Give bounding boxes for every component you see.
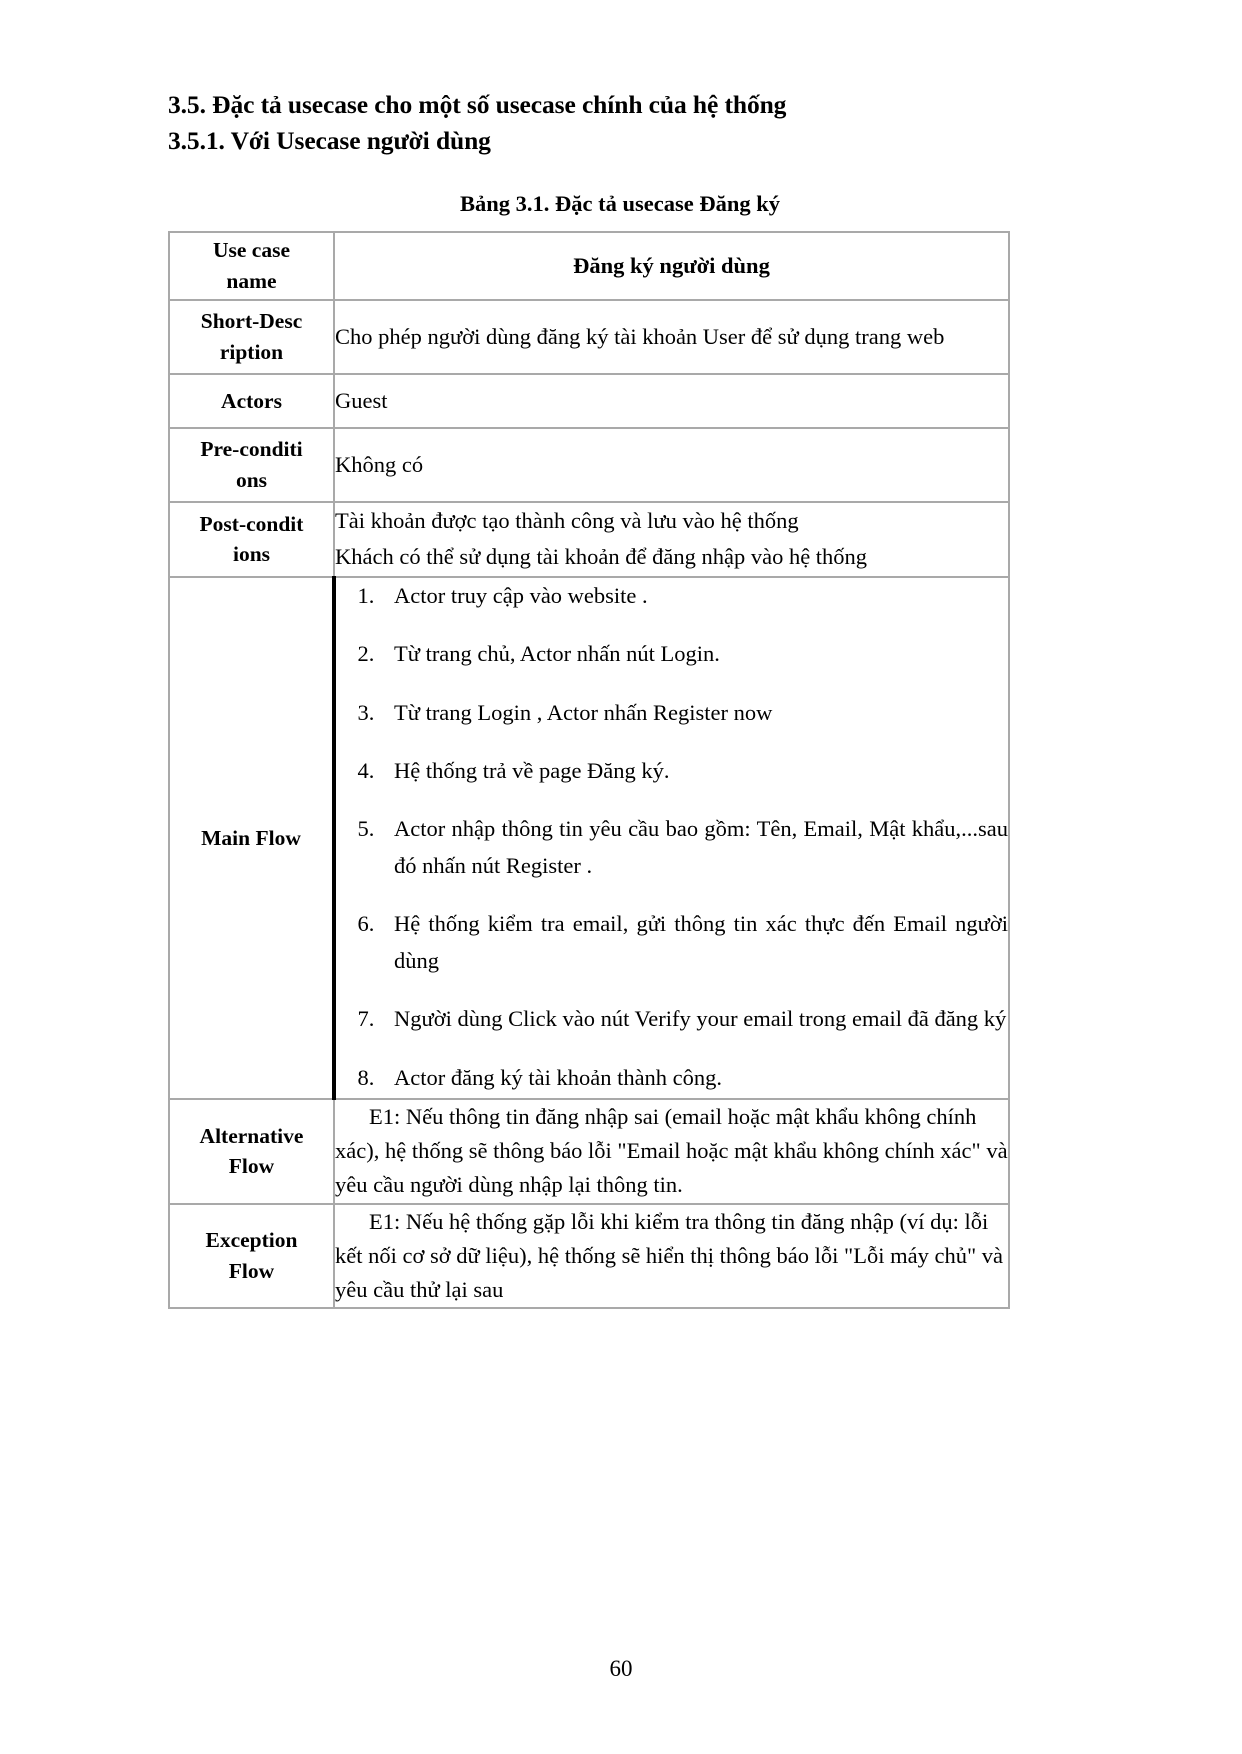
label-line: Flow (228, 1258, 275, 1283)
alternative-flow-text: E1: Nếu thông tin đăng nhập sai (email hoặc mật khẩu không chính xác), hệ thống sẽ thông báo lỗi "Email hoặc mật khẩu không chính xác" và yêu cầu người dùng nhập lại thông tin. (335, 1104, 1008, 1198)
table-row (169, 1204, 1009, 1309)
main-flow-step: 8. Actor đăng ký tài khoản thành công. (380, 1060, 1008, 1096)
row-label-pre-conditions (169, 428, 334, 502)
table-row (169, 428, 1009, 502)
row-label-exception-flow (169, 1204, 334, 1309)
row-label-main-flow (169, 577, 334, 1099)
label-line: ons (235, 467, 268, 492)
row-value-post-conditions (334, 502, 1009, 577)
post-condition-line: Khách có thể sử dụng tài khoản để đăng nhập vào hệ thống (335, 544, 868, 570)
label-line: Use case (212, 238, 290, 263)
label-line: Alternative (199, 1123, 304, 1148)
label-line: ription (219, 339, 284, 364)
label-line: Actors (221, 388, 282, 413)
table-row (169, 300, 1009, 374)
row-value-short-description: Cho phép người dùng đăng ký tài khoản User để sử dụng trang web (334, 300, 1009, 374)
table-row (169, 1099, 1009, 1204)
main-flow-steps (336, 578, 1008, 1096)
row-value-use-case-name: Đăng ký người dùng (334, 232, 1009, 300)
page-number: 60 (609, 1656, 633, 1681)
main-flow-step: 3. Từ trang Login , Actor nhấn Register now (380, 695, 1008, 731)
row-value-pre-conditions: Không có (334, 428, 1009, 502)
main-flow-step: 4. Hệ thống trả về page Đăng ký. (380, 753, 1008, 789)
table-row (169, 577, 1009, 1099)
main-flow-step: 5. Actor nhập thông tin yêu cầu bao gồm: Tên, Email, Mật khẩu,...sau đó nhấn nút Register . (380, 811, 1008, 884)
post-condition-line: Tài khoản được tạo thành công và lưu vào hệ thống (335, 507, 799, 533)
exception-flow-text: E1: Nếu hệ thống gặp lỗi khi kiểm tra thông tin đăng nhập (ví dụ: lỗi kết nối cơ sở dữ liệu), hệ thống sẽ hiển thị thông báo lỗi "Lỗi máy chủ" và yêu cầu thử lại sau (335, 1208, 1003, 1303)
main-flow-step: 6. Hệ thống kiểm tra email, gửi thông tin xác thực đến Email người dùng (380, 906, 1008, 979)
table-row (169, 502, 1009, 577)
row-value-exception-flow (334, 1204, 1009, 1309)
label-line: name (226, 268, 277, 293)
label-line: Pre-conditi (200, 437, 303, 462)
label-line: Exception (205, 1228, 298, 1253)
row-label-alternative-flow (169, 1099, 334, 1204)
label-line: Flow (228, 1154, 275, 1179)
usecase-spec-table (168, 231, 1010, 1309)
row-value-actors: Guest (334, 374, 1009, 428)
label-line: ions (232, 542, 271, 567)
table-caption: Bảng 3.1. Đặc tả usecase Đăng ký (459, 190, 780, 216)
table-row (169, 374, 1009, 428)
main-flow-step: 1. Actor truy cập vào website . (380, 578, 1008, 614)
row-label-use-case-name (169, 232, 334, 300)
row-value-alternative-flow (334, 1099, 1009, 1204)
row-label-post-conditions (169, 502, 334, 577)
main-flow-step: 2. Từ trang chủ, Actor nhấn nút Login. (380, 636, 1008, 672)
section-heading-3-5-1: 3.5.1. Với Usecase người dùng (168, 126, 491, 156)
label-line: Main Flow (201, 825, 301, 850)
row-label-short-description (169, 300, 334, 374)
table-row (169, 232, 1009, 300)
row-label-actors (169, 374, 334, 428)
label-line: Post-condit (199, 511, 304, 536)
section-heading-3-5: 3.5. Đặc tả usecase cho một số usecase chính của hệ thống (168, 90, 787, 119)
row-value-main-flow (334, 577, 1009, 1099)
label-line: Short-Desc (200, 309, 303, 334)
main-flow-step: 7. Người dùng Click vào nút Verify your email trong email đã đăng ký (380, 1001, 1008, 1037)
